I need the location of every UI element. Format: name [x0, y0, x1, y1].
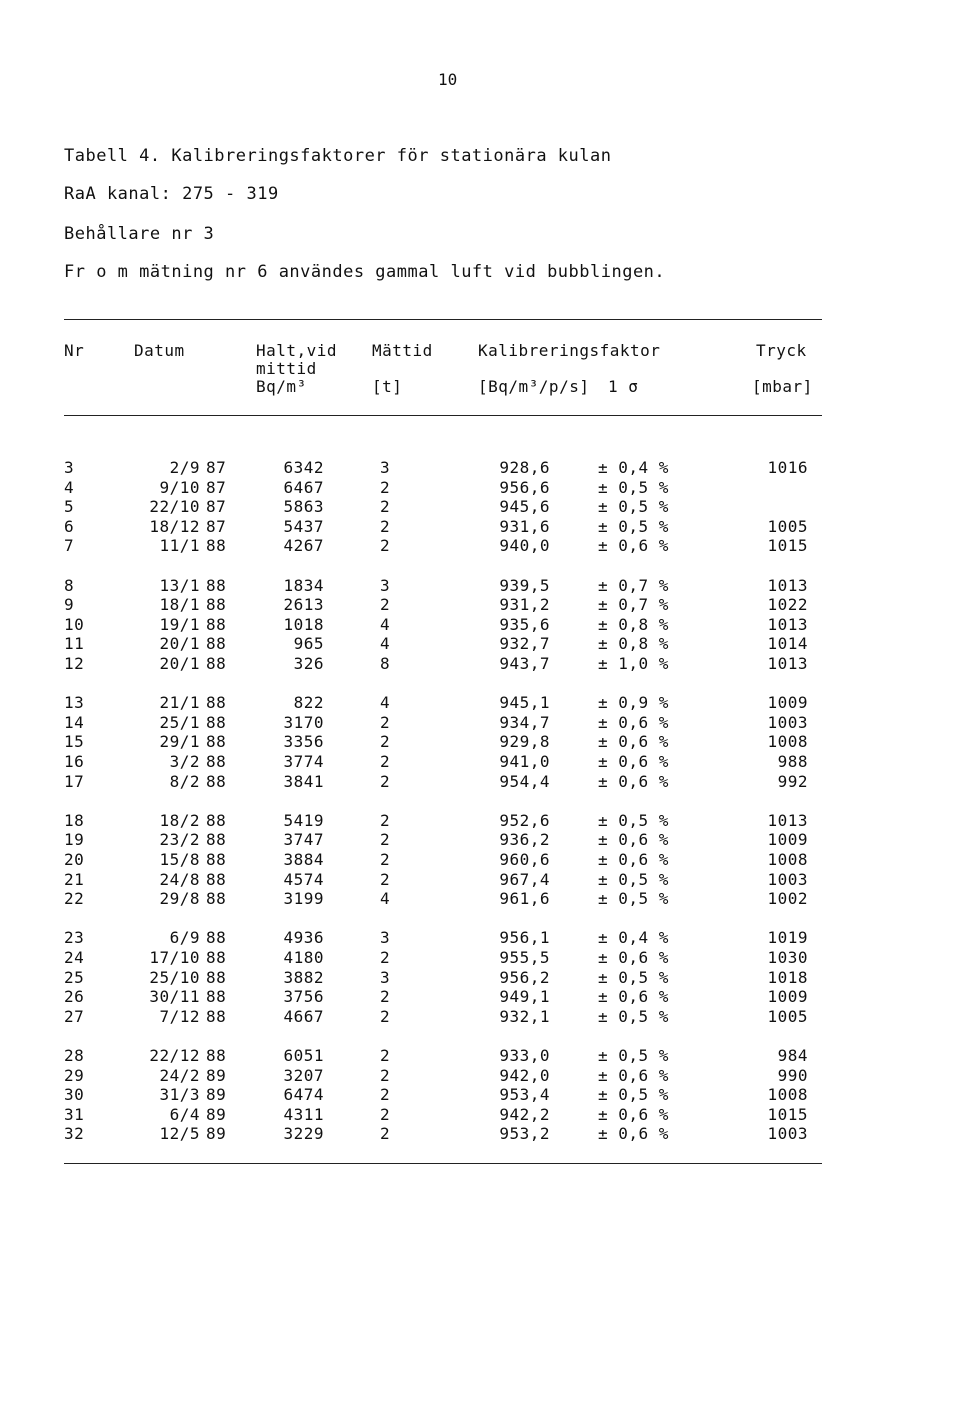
cell-date: 7/12 [159, 1006, 200, 1026]
cell-kalibreringsfaktor: 943,7 [499, 654, 550, 673]
cell-kalibreringsfaktor: 960,6 [499, 850, 550, 869]
cell-halt: 6467 [283, 477, 324, 497]
cell-halt: 4574 [283, 869, 324, 889]
cell-halt: 3756 [283, 987, 324, 1007]
table-row [0, 576, 960, 596]
table-row [0, 517, 960, 537]
cell-halt: 5863 [283, 497, 324, 517]
cell-mattid: 2 [380, 1006, 391, 1026]
cell-halt: 3229 [283, 1124, 324, 1144]
cell-uncertainty: ± 0,6 % [598, 948, 669, 967]
cell-halt: 3207 [283, 1065, 324, 1085]
cell-date: 25/1 [159, 712, 200, 732]
cell-date: 29/8 [159, 889, 200, 909]
header-nr: Nr [64, 341, 85, 360]
header-tryck-unit: [mbar] [752, 377, 813, 396]
cell-year: 87 [206, 497, 227, 517]
cell-mattid: 2 [380, 869, 391, 889]
cell-tryck: 990 [777, 1065, 808, 1085]
cell-halt: 3884 [283, 850, 324, 869]
cell-date: 18/2 [159, 810, 200, 830]
header-mattid: Mättid [372, 341, 433, 360]
cell-year: 89 [206, 1104, 227, 1124]
cell-mattid: 2 [380, 1046, 391, 1065]
cell-date: 6/4 [169, 1104, 200, 1124]
cell-year: 88 [206, 595, 227, 615]
cell-date: 18/1 [159, 595, 200, 615]
cell-mattid: 2 [380, 987, 391, 1007]
cell-uncertainty: ± 0,6 % [598, 752, 669, 771]
cell-uncertainty: ± 0,6 % [598, 536, 669, 556]
channel-line: RaA kanal: 275 - 319 [64, 184, 279, 204]
cell-nr: 13 [64, 693, 85, 713]
header-kal-unit: [Bq/m³/p/s] [478, 377, 590, 396]
cell-date: 20/1 [159, 634, 200, 654]
cell-uncertainty: ± 0,5 % [598, 810, 669, 830]
cell-tryck: 1005 [767, 1006, 808, 1026]
cell-year: 88 [206, 948, 227, 967]
cell-nr: 20 [64, 850, 85, 869]
cell-year: 88 [206, 771, 227, 791]
cell-year: 88 [206, 928, 227, 948]
cell-tryck: 1003 [767, 869, 808, 889]
table-row [0, 870, 960, 890]
table-row [0, 948, 960, 968]
cell-tryck: 1015 [767, 536, 808, 556]
cell-kalibreringsfaktor: 956,2 [499, 967, 550, 987]
cell-nr: 7 [64, 536, 75, 556]
cell-nr: 23 [64, 928, 85, 948]
cell-halt: 6342 [283, 458, 324, 477]
cell-halt: 4667 [283, 1006, 324, 1026]
cell-nr: 15 [64, 732, 85, 752]
cell-uncertainty: ± 0,8 % [598, 614, 669, 634]
table-row [0, 1046, 960, 1066]
cell-mattid: 2 [380, 830, 391, 850]
cell-halt: 3356 [283, 732, 324, 752]
cell-date: 6/9 [169, 928, 200, 948]
cell-nr: 16 [64, 752, 85, 771]
cell-date: 12/5 [159, 1124, 200, 1144]
cell-year: 88 [206, 830, 227, 850]
cell-uncertainty: ± 0,6 % [598, 771, 669, 791]
cell-kalibreringsfaktor: 928,6 [499, 458, 550, 477]
cell-date: 22/12 [149, 1046, 200, 1065]
cell-mattid: 2 [380, 810, 391, 830]
cell-uncertainty: ± 0,6 % [598, 830, 669, 850]
cell-kalibreringsfaktor: 952,6 [499, 810, 550, 830]
cell-date: 15/8 [159, 850, 200, 869]
cell-uncertainty: ± 1,0 % [598, 654, 669, 673]
cell-halt: 3882 [283, 967, 324, 987]
cell-year: 88 [206, 987, 227, 1007]
cell-kalibreringsfaktor: 954,4 [499, 771, 550, 791]
cell-kalibreringsfaktor: 942,2 [499, 1104, 550, 1124]
cell-kalibreringsfaktor: 942,0 [499, 1065, 550, 1085]
cell-mattid: 2 [380, 948, 391, 967]
cell-mattid: 2 [380, 850, 391, 869]
cell-nr: 3 [64, 458, 75, 477]
cell-tryck: 1002 [767, 889, 808, 909]
cell-date: 17/10 [149, 948, 200, 967]
cell-year: 88 [206, 575, 227, 595]
cell-year: 87 [206, 516, 227, 536]
cell-nr: 8 [64, 575, 75, 595]
table-row [0, 1007, 960, 1027]
cell-uncertainty: ± 0,5 % [598, 497, 669, 517]
cell-kalibreringsfaktor: 955,5 [499, 948, 550, 967]
cell-halt: 3747 [283, 830, 324, 850]
cell-nr: 17 [64, 771, 85, 791]
cell-mattid: 2 [380, 536, 391, 556]
cell-kalibreringsfaktor: 940,0 [499, 536, 550, 556]
cell-year: 88 [206, 850, 227, 869]
cell-nr: 12 [64, 654, 85, 673]
cell-year: 89 [206, 1065, 227, 1085]
table-row [0, 1124, 960, 1144]
cell-uncertainty: ± 0,5 % [598, 1006, 669, 1026]
cell-mattid: 2 [380, 497, 391, 517]
header-tryck: Tryck [756, 341, 807, 360]
cell-uncertainty: ± 0,9 % [598, 693, 669, 713]
cell-mattid: 8 [380, 654, 391, 673]
table-row [0, 1066, 960, 1086]
cell-tryck: 1009 [767, 693, 808, 713]
header-mattid-unit: [t] [372, 377, 403, 396]
cell-nr: 6 [64, 516, 75, 536]
cell-nr: 29 [64, 1065, 85, 1085]
cell-mattid: 3 [380, 967, 391, 987]
container-line: Behållare nr 3 [64, 224, 215, 244]
cell-halt: 1834 [283, 575, 324, 595]
cell-uncertainty: ± 0,4 % [598, 458, 669, 477]
cell-date: 25/10 [149, 967, 200, 987]
cell-tryck: 1009 [767, 987, 808, 1007]
header-halt: Halt,vid [256, 341, 338, 360]
cell-date: 13/1 [159, 575, 200, 595]
cell-halt: 1018 [283, 614, 324, 634]
cell-kalibreringsfaktor: 953,4 [499, 1085, 550, 1105]
cell-mattid: 2 [380, 477, 391, 497]
cell-mattid: 4 [380, 614, 391, 634]
table-row [0, 850, 960, 870]
cell-year: 88 [206, 889, 227, 909]
header-rule [64, 415, 822, 416]
cell-uncertainty: ± 0,6 % [598, 1065, 669, 1085]
cell-mattid: 4 [380, 889, 391, 909]
table-row [0, 693, 960, 713]
cell-nr: 10 [64, 614, 85, 634]
cell-tryck: 984 [777, 1046, 808, 1065]
cell-halt: 3841 [283, 771, 324, 791]
cell-halt: 5419 [283, 810, 324, 830]
cell-mattid: 2 [380, 771, 391, 791]
cell-uncertainty: ± 0,5 % [598, 1046, 669, 1065]
cell-tryck: 1013 [767, 654, 808, 673]
cell-tryck: 1016 [767, 458, 808, 477]
table-row [0, 772, 960, 792]
table-row [0, 928, 960, 948]
cell-mattid: 4 [380, 693, 391, 713]
cell-halt: 326 [293, 654, 324, 673]
cell-kalibreringsfaktor: 932,1 [499, 1006, 550, 1026]
cell-year: 88 [206, 654, 227, 673]
cell-kalibreringsfaktor: 949,1 [499, 987, 550, 1007]
cell-year: 88 [206, 536, 227, 556]
cell-date: 29/1 [159, 732, 200, 752]
header-sigma: 1 σ [608, 377, 639, 396]
page-number: 10 [438, 70, 458, 89]
cell-nr: 21 [64, 869, 85, 889]
cell-uncertainty: ± 0,6 % [598, 1104, 669, 1124]
cell-date: 9/10 [159, 477, 200, 497]
cell-mattid: 3 [380, 575, 391, 595]
top-rule [64, 319, 822, 320]
cell-tryck: 1014 [767, 634, 808, 654]
cell-tryck: 1019 [767, 928, 808, 948]
cell-date: 11/1 [159, 536, 200, 556]
cell-year: 88 [206, 712, 227, 732]
cell-tryck: 1022 [767, 595, 808, 615]
cell-kalibreringsfaktor: 967,4 [499, 869, 550, 889]
bottom-rule [64, 1163, 822, 1164]
cell-kalibreringsfaktor: 931,6 [499, 516, 550, 536]
cell-date: 23/2 [159, 830, 200, 850]
cell-year: 88 [206, 732, 227, 752]
cell-mattid: 3 [380, 458, 391, 477]
cell-tryck: 1003 [767, 712, 808, 732]
cell-uncertainty: ± 0,5 % [598, 1085, 669, 1105]
cell-tryck: 1008 [767, 1085, 808, 1105]
cell-halt: 4180 [283, 948, 324, 967]
cell-kalibreringsfaktor: 953,2 [499, 1124, 550, 1144]
cell-kalibreringsfaktor: 956,1 [499, 928, 550, 948]
cell-year: 89 [206, 1124, 227, 1144]
cell-date: 24/8 [159, 869, 200, 889]
table-row [0, 458, 960, 478]
cell-halt: 822 [293, 693, 324, 713]
cell-nr: 4 [64, 477, 75, 497]
table-row [0, 595, 960, 615]
cell-tryck: 1018 [767, 967, 808, 987]
cell-uncertainty: ± 0,5 % [598, 477, 669, 497]
cell-halt: 6051 [283, 1046, 324, 1065]
table-row [0, 968, 960, 988]
cell-uncertainty: ± 0,6 % [598, 850, 669, 869]
table-row [0, 830, 960, 850]
cell-tryck: 1008 [767, 732, 808, 752]
cell-nr: 22 [64, 889, 85, 909]
cell-year: 88 [206, 869, 227, 889]
table-row [0, 987, 960, 1007]
note-line: Fr o m mätning nr 6 användes gammal luft vid bubblingen. [64, 262, 666, 282]
cell-tryck: 1003 [767, 1124, 808, 1144]
cell-kalibreringsfaktor: 935,6 [499, 614, 550, 634]
cell-nr: 19 [64, 830, 85, 850]
cell-uncertainty: ± 0,5 % [598, 869, 669, 889]
cell-kalibreringsfaktor: 961,6 [499, 889, 550, 909]
cell-nr: 5 [64, 497, 75, 517]
cell-date: 21/1 [159, 693, 200, 713]
table-title: Tabell 4. Kalibreringsfaktorer för stationära kulan [64, 146, 612, 166]
cell-uncertainty: ± 0,5 % [598, 889, 669, 909]
cell-year: 88 [206, 1006, 227, 1026]
cell-kalibreringsfaktor: 956,6 [499, 477, 550, 497]
table-row [0, 1105, 960, 1125]
table-row [0, 615, 960, 635]
cell-tryck: 988 [777, 752, 808, 771]
cell-year: 88 [206, 810, 227, 830]
cell-uncertainty: ± 0,8 % [598, 634, 669, 654]
cell-nr: 14 [64, 712, 85, 732]
cell-year: 89 [206, 1085, 227, 1105]
cell-year: 88 [206, 693, 227, 713]
cell-tryck: 1008 [767, 850, 808, 869]
cell-halt: 3199 [283, 889, 324, 909]
cell-mattid: 2 [380, 1124, 391, 1144]
cell-year: 87 [206, 458, 227, 477]
cell-uncertainty: ± 0,5 % [598, 516, 669, 536]
table-row [0, 811, 960, 831]
cell-kalibreringsfaktor: 945,1 [499, 693, 550, 713]
cell-tryck: 992 [777, 771, 808, 791]
cell-mattid: 3 [380, 928, 391, 948]
cell-uncertainty: ± 0,5 % [598, 967, 669, 987]
cell-date: 2/9 [169, 458, 200, 477]
cell-date: 3/2 [169, 752, 200, 771]
header-kal: Kalibreringsfaktor [478, 341, 661, 360]
cell-tryck: 1015 [767, 1104, 808, 1124]
cell-nr: 27 [64, 1006, 85, 1026]
cell-uncertainty: ± 0,7 % [598, 575, 669, 595]
cell-nr: 28 [64, 1046, 85, 1065]
cell-halt: 3170 [283, 712, 324, 732]
cell-mattid: 2 [380, 595, 391, 615]
cell-kalibreringsfaktor: 929,8 [499, 732, 550, 752]
cell-uncertainty: ± 0,6 % [598, 987, 669, 1007]
cell-mattid: 2 [380, 1104, 391, 1124]
cell-date: 30/11 [149, 987, 200, 1007]
cell-mattid: 2 [380, 752, 391, 771]
cell-kalibreringsfaktor: 941,0 [499, 752, 550, 771]
cell-date: 24/2 [159, 1065, 200, 1085]
table-row [0, 732, 960, 752]
cell-year: 88 [206, 634, 227, 654]
header-halt-unit: Bq/m³ [256, 377, 307, 396]
cell-date: 18/12 [149, 516, 200, 536]
cell-halt: 4936 [283, 928, 324, 948]
cell-halt: 6474 [283, 1085, 324, 1105]
cell-tryck: 1005 [767, 516, 808, 536]
table-row [0, 752, 960, 772]
cell-halt: 5437 [283, 516, 324, 536]
table-row [0, 713, 960, 733]
cell-halt: 4267 [283, 536, 324, 556]
cell-nr: 11 [64, 634, 85, 654]
cell-nr: 30 [64, 1085, 85, 1105]
cell-year: 88 [206, 614, 227, 634]
cell-year: 88 [206, 967, 227, 987]
cell-uncertainty: ± 0,6 % [598, 1124, 669, 1144]
cell-kalibreringsfaktor: 931,2 [499, 595, 550, 615]
cell-date: 19/1 [159, 614, 200, 634]
cell-tryck: 1013 [767, 575, 808, 595]
cell-date: 8/2 [169, 771, 200, 791]
cell-year: 88 [206, 752, 227, 771]
cell-kalibreringsfaktor: 939,5 [499, 575, 550, 595]
cell-kalibreringsfaktor: 933,0 [499, 1046, 550, 1065]
cell-nr: 25 [64, 967, 85, 987]
header-datum: Datum [134, 341, 185, 360]
table-row [0, 889, 960, 909]
cell-halt: 2613 [283, 595, 324, 615]
cell-mattid: 4 [380, 634, 391, 654]
cell-mattid: 2 [380, 1085, 391, 1105]
cell-uncertainty: ± 0,4 % [598, 928, 669, 948]
cell-uncertainty: ± 0,6 % [598, 712, 669, 732]
cell-mattid: 2 [380, 732, 391, 752]
cell-date: 20/1 [159, 654, 200, 673]
table-row [0, 1085, 960, 1105]
cell-halt: 4311 [283, 1104, 324, 1124]
cell-nr: 18 [64, 810, 85, 830]
cell-nr: 9 [64, 595, 75, 615]
cell-halt: 3774 [283, 752, 324, 771]
cell-nr: 26 [64, 987, 85, 1007]
cell-tryck: 1013 [767, 614, 808, 634]
cell-uncertainty: ± 0,7 % [598, 595, 669, 615]
cell-uncertainty: ± 0,6 % [598, 732, 669, 752]
cell-kalibreringsfaktor: 945,6 [499, 497, 550, 517]
cell-year: 88 [206, 1046, 227, 1065]
table-row [0, 654, 960, 674]
cell-halt: 965 [293, 634, 324, 654]
cell-date: 22/10 [149, 497, 200, 517]
cell-kalibreringsfaktor: 936,2 [499, 830, 550, 850]
table-row [0, 634, 960, 654]
cell-date: 31/3 [159, 1085, 200, 1105]
cell-year: 87 [206, 477, 227, 497]
table-row [0, 497, 960, 517]
cell-mattid: 2 [380, 516, 391, 536]
cell-kalibreringsfaktor: 932,7 [499, 634, 550, 654]
cell-tryck: 1009 [767, 830, 808, 850]
table-row [0, 478, 960, 498]
cell-mattid: 2 [380, 1065, 391, 1085]
table-row [0, 536, 960, 556]
cell-nr: 31 [64, 1104, 85, 1124]
cell-nr: 32 [64, 1124, 85, 1144]
cell-mattid: 2 [380, 712, 391, 732]
cell-tryck: 1013 [767, 810, 808, 830]
cell-kalibreringsfaktor: 934,7 [499, 712, 550, 732]
header-halt-line2: mittid [256, 359, 317, 378]
cell-tryck: 1030 [767, 948, 808, 967]
cell-nr: 24 [64, 948, 85, 967]
